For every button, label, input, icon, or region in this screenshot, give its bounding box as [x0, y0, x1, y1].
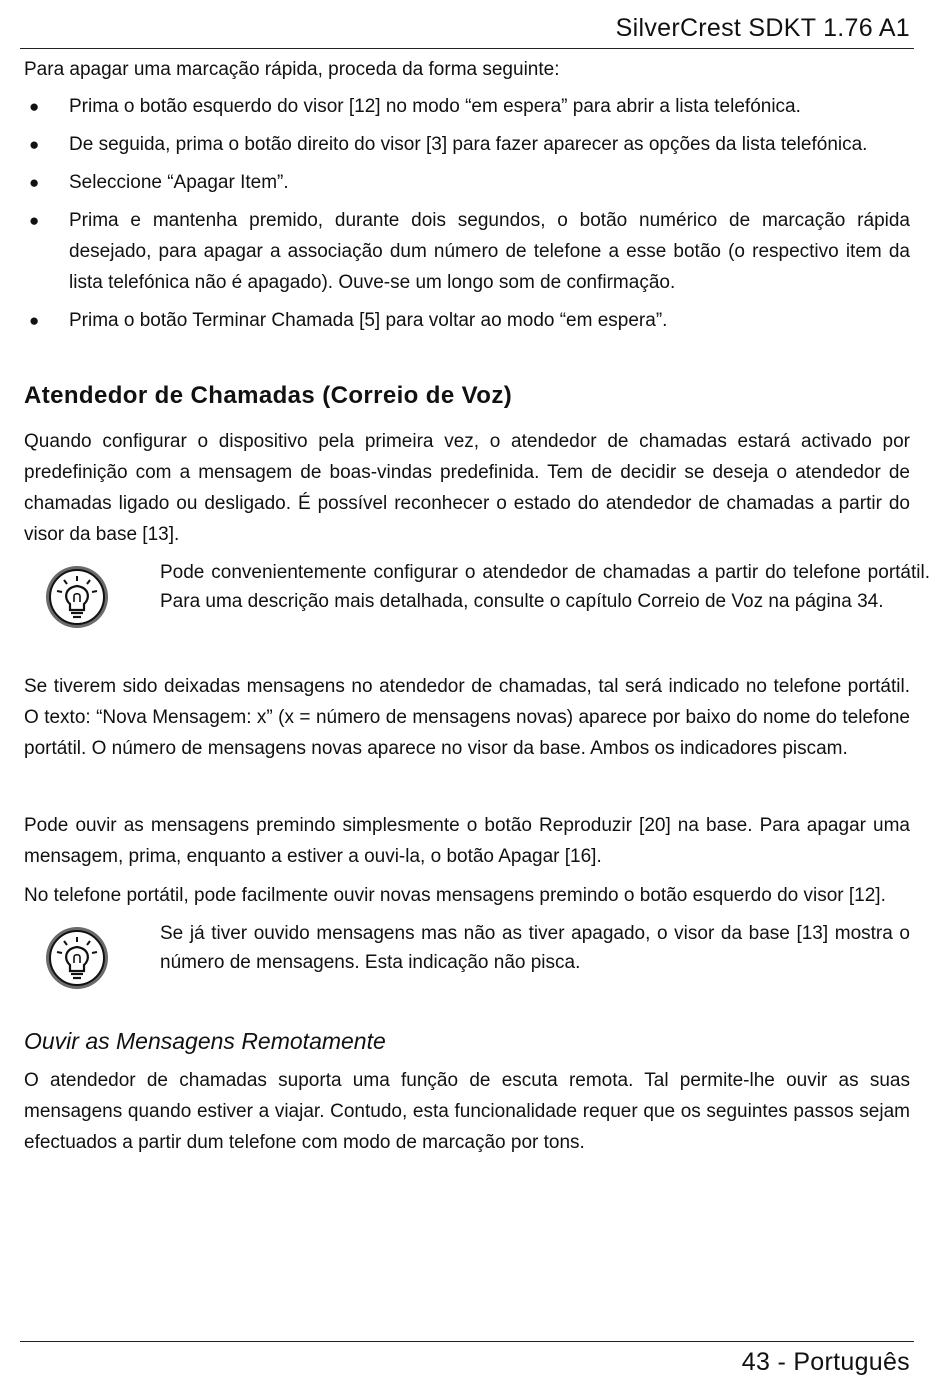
list-item: ● Seleccione “Apagar Item”. [24, 167, 910, 198]
footer-divider [20, 1341, 914, 1342]
section-paragraph-4: No telefone portátil, pode facilmente ouvir novas mensagens premindo o botão esquerdo do visor [12]. [24, 885, 886, 906]
lightbulb-icon [24, 558, 160, 635]
subsection-paragraph: O atendedor de chamadas suporta uma função de escuta remota. Tal permite-lhe ouvir as suas mensagens quando estiver a viajar. Contudo, esta funcionalidade requer que os seguintes passos sejam efectuados a partir dum telefone com modo de marcação por tons. [24, 1070, 910, 1153]
header-divider [20, 48, 914, 49]
section-paragraph-1: Quando configurar o dispositivo pela primeira vez, o atendedor de chamadas estará activado por predefinição com a mensagem de boas-vindas predefinida. Tem de decidir se deseja o atendedor de chamadas ligado ou desligado. É possível reconhecer o estado do atendedor de chamadas a partir do visor da base [13]. [24, 431, 910, 545]
tip-note-text: Pode convenientemente configurar o atendedor de chamadas a partir do telefone portátil. Para uma descrição mais detalhada, consulte o capítulo Correio de Voz na página 34. [160, 562, 930, 612]
list-item: ● De seguida, prima o botão direito do visor [3] para fazer aparecer as opções da lista telefónica. [24, 129, 910, 160]
intro-paragraph: Para apagar uma marcação rápida, proceda da forma seguinte: [24, 59, 560, 80]
page-content [24, 54, 930, 1158]
bullet-dot-icon: ● [29, 97, 40, 116]
bullet-dot-icon: ● [29, 173, 40, 192]
tip-note-2 [24, 919, 910, 996]
bullet-dot-icon: ● [29, 135, 40, 154]
subsection-heading: Ouvir as Mensagens Remotamente [24, 1028, 386, 1054]
tip-note-1 [24, 558, 930, 635]
list-item: ● Prima o botão Terminar Chamada [5] para voltar ao modo “em espera”. [24, 305, 910, 336]
bullet-dot-icon: ● [29, 211, 40, 230]
section-paragraph-3: Pode ouvir as mensagens premindo simplesmente o botão Reproduzir [20] na base. Para apagar uma mensagem, prima, enquanto a estiver a ouvi-la, o botão Apagar [16]. [24, 815, 910, 867]
bullet-dot-icon: ● [29, 311, 40, 330]
section-paragraph-2: Se tiverem sido deixadas mensagens no atendedor de chamadas, tal será indicado no telefone portátil. O texto: “Nova Mensagem: x” (x = número de mensagens novas) aparece por baixo do nome do telefone portátil. O número de mensagens novas aparece no visor da base. Ambos os indicadores piscam. [24, 676, 910, 759]
list-item: ● Prima e mantenha premido, durante dois segundos, o botão numérico de marcação rápida desejado, para apagar a associação dum número de telefone a esse botão (o respectivo item da lista telefónica não é apagado). Ouve-se um longo som de confirmação. [24, 205, 910, 298]
tip-note-text: Se já tiver ouvido mensagens mas não as tiver apagado, o visor da base [13] mostra o número de mensagens. Esta indicação não pisca. [160, 923, 910, 973]
list-item: ● Prima o botão esquerdo do visor [12] no modo “em espera” para abrir a lista telefónica. [24, 91, 910, 122]
lightbulb-icon [24, 919, 160, 996]
section-heading: Atendedor de Chamadas (Correio de Voz) [24, 382, 513, 409]
bullet-list [24, 91, 910, 336]
page-header-title: SilverCrest SDKT 1.76 A1 [615, 14, 910, 42]
page-footer: 43 - Português [741, 1348, 910, 1376]
